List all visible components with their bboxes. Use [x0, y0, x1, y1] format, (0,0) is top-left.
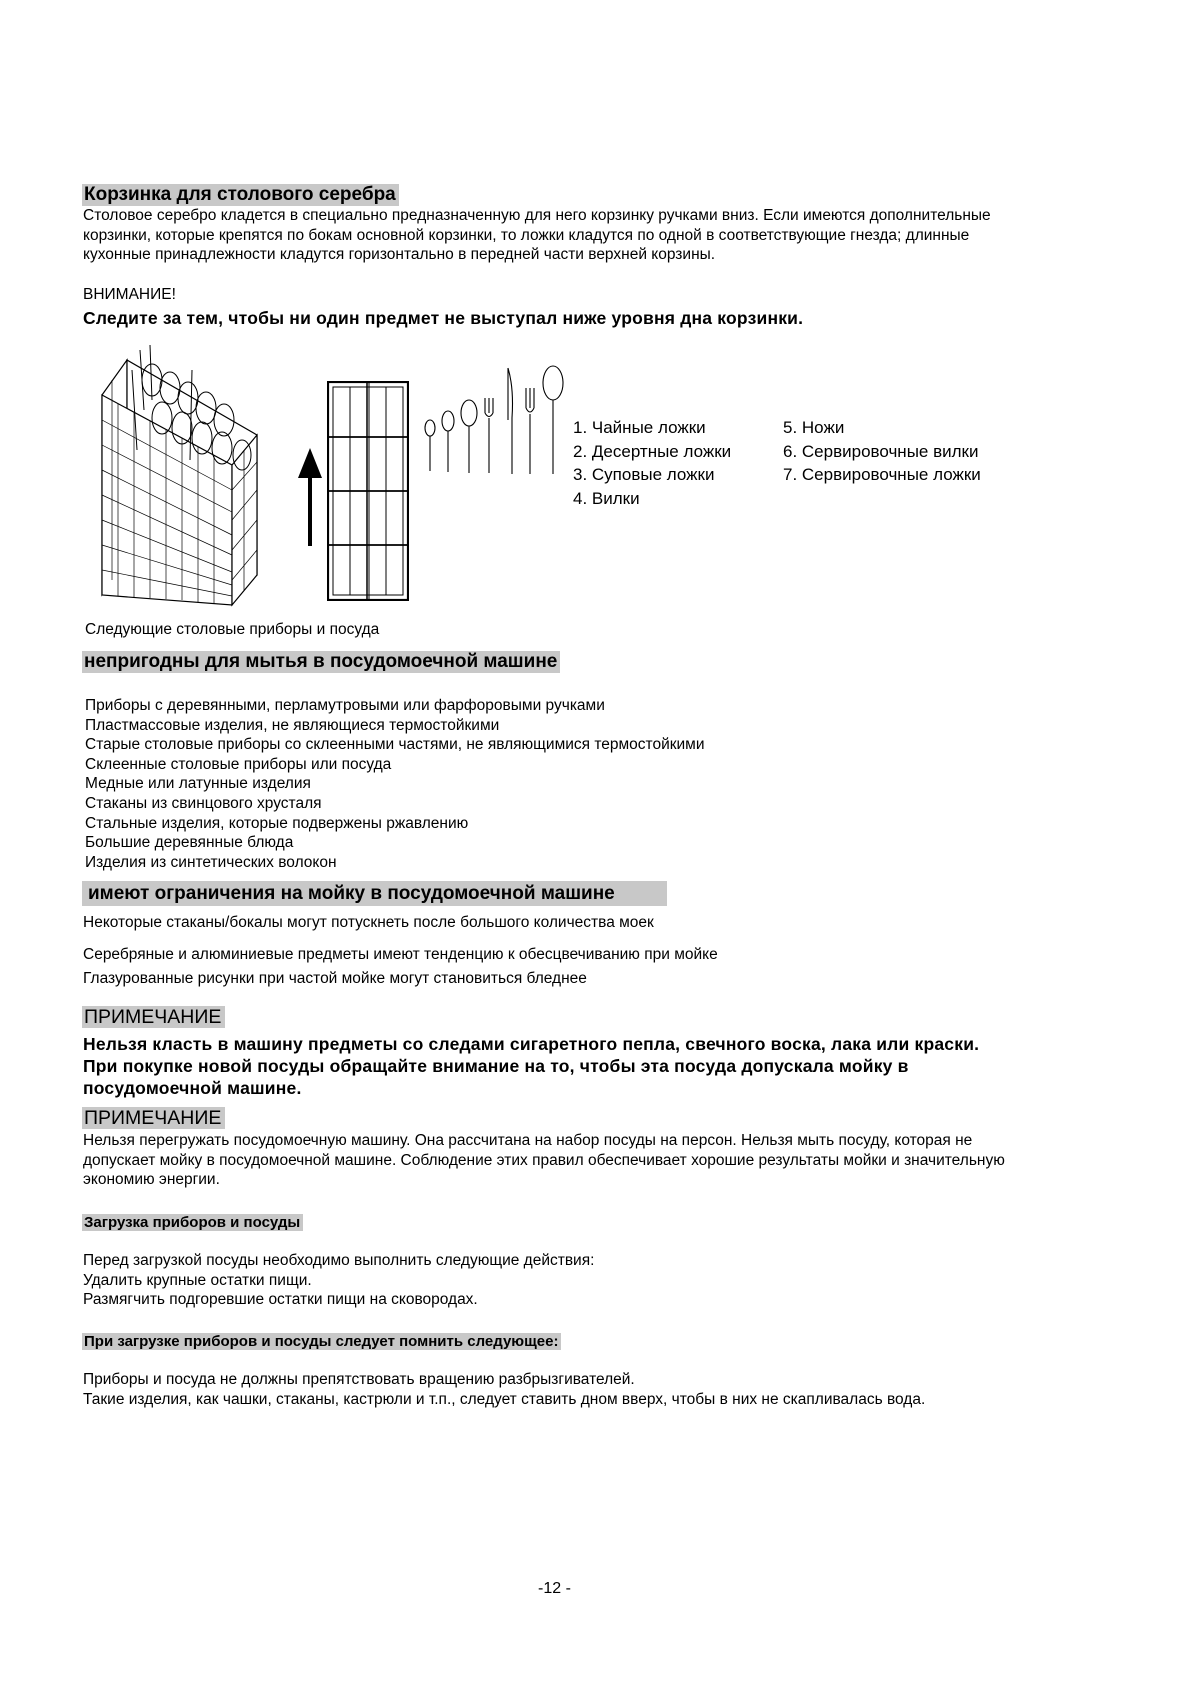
- legend-item: 3. Суповые ложки: [573, 465, 715, 484]
- legend-item: 5. Ножи: [783, 418, 845, 437]
- page-number: -12 -: [538, 1580, 571, 1597]
- section-basket-title: Корзинка для столового серебра: [82, 184, 399, 206]
- list-item: Старые столовые приборы со склеенными частями, не являющимися термостойкими: [85, 736, 705, 754]
- list-item: Стаканы из свинцового хрусталя: [85, 794, 322, 812]
- cutlery-legend-col2: [783, 416, 981, 487]
- loading-title: Загрузка приборов и посуды: [82, 1214, 303, 1232]
- legend-item: 7. Сервировочные ложки: [783, 465, 981, 484]
- attention-label: ВНИМАНИЕ!: [83, 286, 176, 303]
- unsuitable-list: [85, 696, 705, 872]
- limited-item-2: Серебряные и алюминиевые предметы имеют тенденцию к обесцвечиванию при мойке: [83, 946, 718, 963]
- list-item: Приборы с деревянными, перламутровыми или фарфоровыми ручками: [85, 697, 605, 714]
- list-item: Стальные изделия, которые подвержены ржавлению: [85, 814, 469, 832]
- list-item: Перед загрузкой посуды необходимо выполнить следующие действия:: [83, 1252, 595, 1269]
- list-item: Изделия из синтетических волокон: [85, 853, 337, 871]
- basket-grid-illustration: [327, 381, 409, 601]
- cutlery-basket-illustration: [92, 340, 272, 610]
- note2-title: ПРИМЕЧАНИЕ: [82, 1107, 225, 1129]
- list-item: Размягчить подгоревшие остатки пищи на сковородах.: [83, 1291, 478, 1309]
- arrow-up-icon: [296, 448, 324, 548]
- list-item: Медные или латунные изделия: [85, 775, 311, 793]
- note2-text: Нельзя перегружать посудомоечную машину. Она рассчитана на набор посуды на персон. Нельзя мыть посуду, которая не допускает мойку в посудомоечной машине. Соблюдение этих правил обеспечивает хорошие результаты мойки и значительную экономию энергии.: [83, 1132, 1005, 1188]
- unsuitable-title: непригодны для мытья в посудомоечной машине: [82, 651, 560, 673]
- list-item: Склеенные столовые приборы или посуда: [85, 755, 392, 773]
- remember-item-1: Приборы и посуда не должны препятствовать вращению разбрызгивателей.: [83, 1371, 635, 1388]
- unsuitable-intro: Следующие столовые приборы и посуда: [85, 621, 380, 638]
- note1-text: Нельзя класть в машину предметы со следами сигаретного пепла, свечного воска, лака или краски. При покупке новой посуды обращайте внимание на то, чтобы эта посуда допускала мойку в посудомоечной машине.: [83, 1034, 980, 1098]
- limited-title: имеют ограничения на мойку в посудомоечной машине: [82, 881, 667, 906]
- remember-item-2: Такие изделия, как чашки, стаканы, кастрюли и т.п., следует ставить дном вверх, чтобы в них не скапливалась вода.: [83, 1391, 926, 1408]
- legend-item: 2. Десертные ложки: [573, 441, 732, 461]
- list-item: Пластмассовые изделия, не являющиеся термостойкими: [85, 716, 500, 734]
- list-item: Удалить крупные остатки пищи.: [83, 1271, 312, 1289]
- legend-item: 6. Сервировочные вилки: [783, 441, 979, 461]
- list-item: Большие деревянные блюда: [85, 834, 294, 852]
- cutlery-items-illustration: [420, 358, 570, 478]
- remember-title: При загрузке приборов и посуды следует помнить следующее:: [82, 1333, 561, 1351]
- limited-item-3: Глазурованные рисунки при частой мойке могут становиться бледнее: [83, 970, 587, 987]
- section-basket-body: Столовое серебро кладется в специально предназначенную для него корзинку ручками вниз. Если имеются дополнительные корзинки, которые крепятся по бокам основной корзинки, то ложки кладутся по одной в соответствующие гнезда; длинные кухонные принадлежности кладутся горизонтально в передней части верхней корзины.: [83, 207, 991, 263]
- note1-title: ПРИМЕЧАНИЕ: [82, 1006, 225, 1028]
- loading-list: [83, 1251, 594, 1310]
- legend-item: 4. Вилки: [573, 488, 640, 508]
- attention-text: Следите за тем, чтобы ни один предмет не выступал ниже уровня дна корзинки.: [83, 308, 804, 328]
- cutlery-legend-col1: [573, 416, 731, 510]
- legend-item: 1. Чайные ложки: [573, 418, 706, 437]
- limited-item-1: Некоторые стаканы/бокалы могут потускнеть после большого количества моек: [83, 914, 654, 931]
